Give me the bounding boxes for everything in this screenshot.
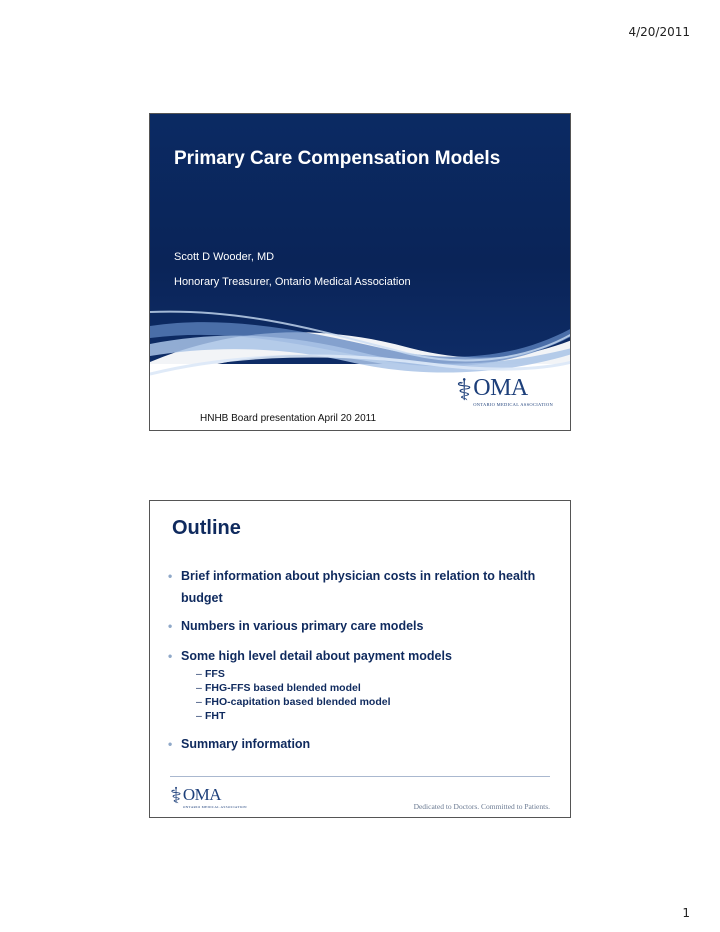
sub-list-item: – FHT (196, 709, 563, 723)
divider (170, 776, 550, 777)
presentation-title: Primary Care Compensation Models (174, 148, 501, 169)
header-date: 4/20/2011 (628, 25, 690, 39)
logo-subtext: ONTARIO MEDICAL ASSOCIATION (182, 805, 247, 809)
oma-logo (456, 373, 554, 408)
logo-wordmark: OMA (182, 785, 222, 804)
sub-list-item: – FFS (196, 667, 563, 681)
author-name: Scott D Wooder, MD (174, 251, 275, 263)
bullet-list (168, 565, 563, 755)
list-item: • Brief information about physician costs in relation to health budget (168, 565, 563, 609)
logo-subtext: ONTARIO MEDICAL ASSOCIATION (473, 402, 554, 407)
outline-slide (149, 500, 571, 818)
page-number: 1 (682, 906, 690, 920)
sub-bullet-list (168, 667, 563, 723)
slide-title: Outline (172, 517, 241, 539)
slide-footer: HNHB Board presentation April 20 2011 (200, 413, 377, 424)
tagline: Dedicated to Doctors. Committed to Patients. (413, 802, 550, 811)
oma-logo (170, 786, 247, 809)
sub-list-item: – FHG-FFS based blended model (196, 681, 563, 695)
author-role: Honorary Treasurer, Ontario Medical Association (174, 276, 411, 288)
title-slide (149, 113, 571, 431)
list-item: • Numbers in various primary care models (168, 615, 563, 637)
sublist-container (168, 667, 563, 723)
sub-list-item: – FHO-capitation based blended model (196, 695, 563, 709)
logo-wordmark: OMA (473, 375, 528, 401)
list-item: • Summary information (168, 733, 563, 755)
list-item: • Some high level detail about payment models (168, 645, 563, 667)
caduceus-icon: ⚕ (170, 784, 182, 809)
caduceus-icon: ⚕ (456, 373, 473, 408)
